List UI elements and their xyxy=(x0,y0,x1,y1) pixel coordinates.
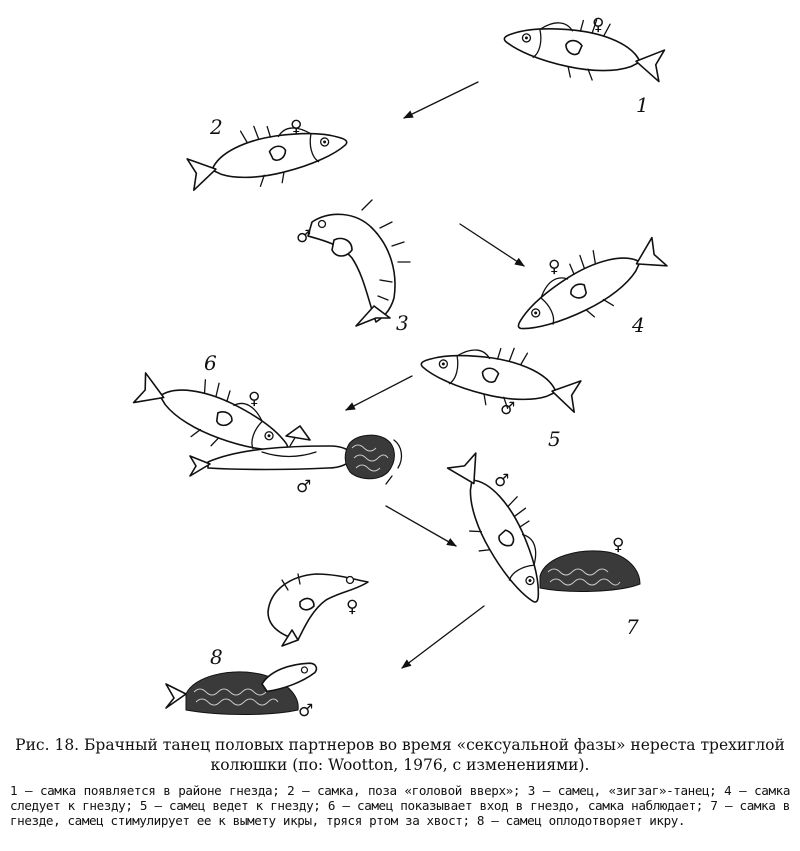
stage-6-second-symbol: ♂ xyxy=(296,477,312,497)
stage-4-sex-symbol: ♀ xyxy=(548,257,561,277)
stage-3-sex-symbol: ♂ xyxy=(296,227,312,247)
figure-caption xyxy=(10,735,790,828)
stage-5-sex-symbol: ♂ xyxy=(500,399,516,419)
arrow-7-to-8 xyxy=(402,606,484,668)
stage-4-number: 4 xyxy=(632,313,645,337)
stage-2-female-fish xyxy=(183,108,352,201)
stage-7-sex-symbol: ♂ xyxy=(494,471,510,491)
stage-3-number: 3 xyxy=(396,311,409,335)
stage-8-number: 8 xyxy=(210,645,223,669)
stage-8-sex-symbol: ♀ xyxy=(346,597,359,617)
stage-7-second-symbol: ♀ xyxy=(612,535,625,555)
stage-2-sex-symbol: ♀ xyxy=(290,117,303,137)
stage-1-female-fish xyxy=(500,5,668,93)
stage-7-number: 7 xyxy=(626,615,639,639)
stage-4-female-fish xyxy=(503,222,673,351)
stage-1-number: 1 xyxy=(636,93,649,117)
stage-7-nest xyxy=(540,551,640,591)
stage-5-number: 5 xyxy=(548,427,561,451)
arrow-1-to-2 xyxy=(404,82,478,118)
caption-description: 1 — самка появляется в районе гнезда; 2 — самка, поза «головой вверх»; 3 — самец, «зигзаг»-танец; 4 — самка следует к гнезду; 5 — самец ведет к гнезду; 6 — самец показывает вход в гнездо, самка наблюдает; 7 — самка в гнезде, самец стимулирует ее к вымету икры, тряся ртом за хвост; 8 — самец оплодотворяет икру. xyxy=(10,783,790,828)
arrow-6-to-7 xyxy=(386,506,456,546)
stage-1-sex-symbol: ♀ xyxy=(592,15,605,35)
arrow-5-to-6 xyxy=(346,376,412,410)
stage-3-male-fish xyxy=(308,200,410,326)
arrow-3-to-4 xyxy=(460,224,524,266)
stage-8-male-fish xyxy=(260,662,319,692)
stage-8-second-symbol: ♂ xyxy=(298,701,314,720)
stage-6-sex-symbol: ♀ xyxy=(248,389,261,409)
caption-title: Рис. 18. Брачный танец половых партнеров во время «сексуальной фазы» нереста трехиглой колюшки (по: Wootton, 1976, с изменениями). xyxy=(15,736,785,774)
stage-6-nest xyxy=(345,435,401,484)
stage-6-number: 6 xyxy=(204,351,217,375)
stage-2-number: 2 xyxy=(210,115,223,139)
